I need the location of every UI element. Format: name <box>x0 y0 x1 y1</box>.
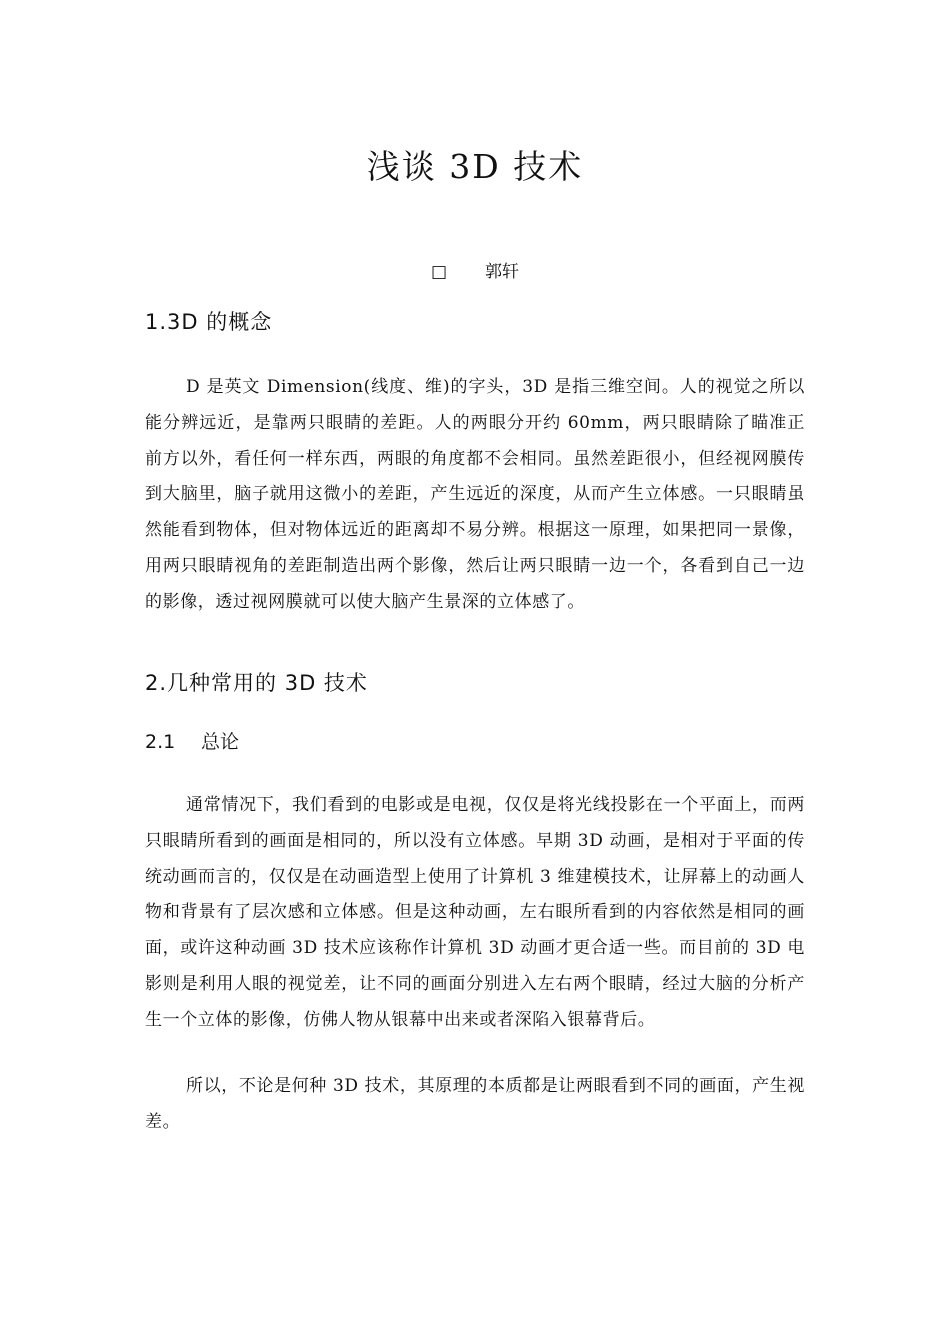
subsection-2-1-heading <box>145 727 239 757</box>
section-2-heading: 2.几种常用的 3D 技术 <box>145 671 368 695</box>
section-1-paragraph: D 是英文 Dimension(线度、维)的字头，3D 是指三维空间。人的视觉之所以能分辨远近，是靠两只眼睛的差距。人的两眼分开约 60mm，两只眼睛除了瞄准正前方以外，看任何一样东西，两眼的角度都不会相同。虽然差距很小，但经视网膜传到大脑里，脑子就用这微小的差距，产生远近的深度，从而产生立体感。一只眼睛虽然能看到物体，但对物体远近的距离却不易分辨。根据这一原理，如果把同一景像，用两只眼睛视角的差距制造出两个影像，然后让两只眼睛一边一个，各看到自己一边的影像，透过视网膜就可以使大脑产生景深的立体感了。 <box>145 377 805 612</box>
author-line <box>0 258 950 286</box>
document-title: 浅谈 3D 技术 <box>366 147 584 186</box>
section-1-heading: 1.3D 的概念 <box>145 310 273 334</box>
author-name: 郭轩 <box>485 262 520 282</box>
author-mark: □ <box>430 262 448 282</box>
subsection-title: 总论 <box>201 731 240 753</box>
subsection-number: 2.1 <box>145 731 176 753</box>
subsection-2-1-paragraph-1: 通常情况下，我们看到的电影或是电视，仅仅是将光线投影在一个平面上，而两只眼睛所看到的画面是相同的，所以没有立体感。早期 3D 动画，是相对于平面的传统动画而言的，仅仅是在动画造型上使用了计算机 3 维建模技术，让屏幕上的动画人物和背景有了层次感和立体感。但是这种动画，左右眼所看到的内容依然是相同的画面，或许这种动画 3D 技术应该称作计算机 3D 动画才更合适一些。而目前的 3D 电影则是利用人眼的视觉差，让不同的画面分别进入左右两个眼睛，经过大脑的分析产生一个立体的影像，仿佛人物从银幕中出来或者深陷入银幕背后。 <box>145 795 805 1030</box>
subsection-2-1-paragraph-2: 所以，不论是何种 3D 技术，其原理的本质都是让两眼看到不同的画面，产生视差。 <box>145 1076 805 1132</box>
